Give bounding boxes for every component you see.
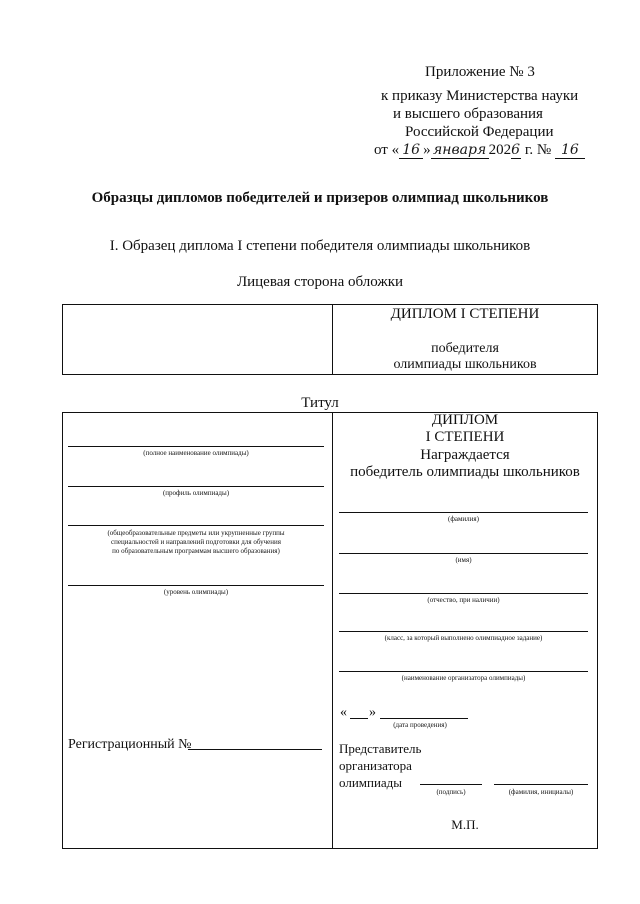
- appendix-label: Приложение № 3: [425, 64, 535, 80]
- subjects-hint-2: специальностей и направлений подготовки для обучения: [111, 538, 281, 546]
- order-line-1: к приказу Министерства науки: [381, 88, 579, 104]
- date-day: 16: [399, 142, 423, 159]
- patronymic-line: [339, 593, 588, 594]
- date-year: 202: [488, 142, 512, 158]
- profile-line: [68, 486, 324, 487]
- order-line-3: Российской Федерации: [405, 124, 554, 140]
- stamp-label: М.П.: [451, 817, 479, 832]
- cover-caption: Лицевая сторона обложки: [236, 274, 404, 290]
- olympiad-name-hint: (полное наименование олимпиады): [143, 449, 249, 457]
- degree-heading: I СТЕПЕНИ: [425, 429, 505, 445]
- fio-line: [494, 784, 588, 785]
- registration-label: Регистрационный №: [68, 737, 192, 752]
- level-hint: (уровень олимпиады): [163, 588, 229, 596]
- signature-hint: (подпись): [436, 788, 466, 796]
- order-line-2: и высшего образования: [393, 106, 543, 122]
- subjects-hint-1: (общеобразовательные предметы или укрупненные группы: [107, 529, 285, 537]
- section-title: I. Образец диплома I степени победителя олимпиады школьников: [109, 238, 531, 254]
- patronymic-hint: (отчество, при наличии): [427, 596, 500, 604]
- surname-hint: (фамилия): [448, 515, 479, 523]
- date-open-quote: «: [340, 705, 347, 720]
- rep-line-2: организатора: [339, 758, 412, 773]
- rep-line-1: Представитель: [339, 741, 422, 756]
- date-mid: »: [423, 142, 431, 158]
- class-hint: (класс, за который выполнено олимпиадное задание): [384, 634, 543, 642]
- title-page-caption: Титул: [301, 395, 339, 411]
- surname-line: [339, 512, 588, 513]
- registration-line: [188, 749, 322, 750]
- date-close-quote: »: [369, 705, 376, 720]
- profile-hint: (профиль олимпиады): [162, 489, 230, 497]
- olympiad-name-line: [68, 446, 324, 447]
- date-day-line: [350, 718, 368, 719]
- date-prefix: от «: [374, 142, 400, 158]
- date-month: января: [431, 142, 489, 159]
- fio-hint: (фамилия, инициалы): [508, 788, 574, 796]
- subjects-line: [68, 525, 324, 526]
- level-line: [68, 585, 324, 586]
- date-suffix: г. №: [521, 142, 552, 158]
- cover-title: ДИПЛОМ I СТЕПЕНИ: [390, 306, 540, 322]
- date-year-hand: 6: [511, 142, 521, 158]
- main-title: Образцы дипломов победителей и призеров олимпиад школьников: [91, 190, 549, 206]
- name-line: [339, 553, 588, 554]
- awarded-text: Награждается: [420, 447, 510, 463]
- date-hint: (дата проведения): [393, 721, 447, 729]
- organizer-hint: (наименование организатора олимпиады): [401, 674, 526, 682]
- order-date-line: [374, 142, 585, 159]
- rep-line-3: олимпиады: [339, 775, 403, 790]
- name-hint: (имя): [455, 556, 472, 564]
- winner-text: победитель олимпиады школьников: [350, 464, 580, 480]
- order-number: 16: [555, 142, 585, 159]
- date-month-line: [380, 718, 468, 719]
- organizer-line: [339, 671, 588, 672]
- subjects-hint-3: по образовательным программам высшего образования): [112, 547, 280, 555]
- signature-line: [420, 784, 482, 785]
- cover-line-1: победителя: [431, 341, 499, 356]
- class-line: [339, 631, 588, 632]
- cover-line-2: олимпиады школьников: [393, 357, 537, 372]
- diploma-heading: ДИПЛОМ: [431, 412, 499, 428]
